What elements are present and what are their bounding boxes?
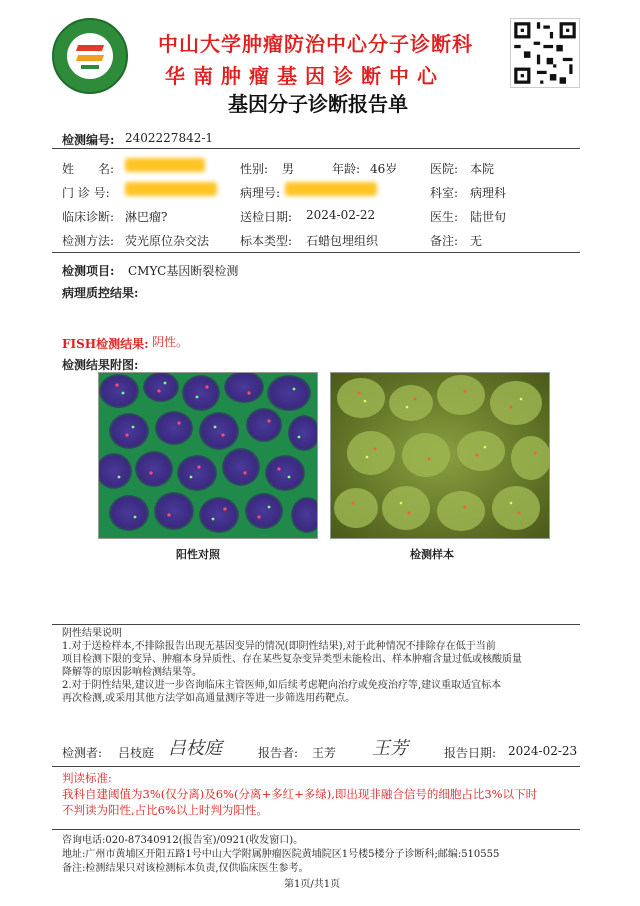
sample-type-label: 标本类型: [240,234,293,248]
name-redaction [125,158,205,172]
dept-label: 科室: [430,186,459,200]
report-date-value: 2024-02-23 [508,744,578,758]
notes-line: 1.对于送检样本,不排除报告出现无基因变异的情况(即阴性结果),对于此种情况不排除存在低于当前 [62,641,496,652]
doctor-label: 医生: [430,210,459,224]
clinic-no-label: 门 诊 号: [62,186,110,200]
doctor-value: 陆世旬 [470,210,507,224]
test-item-value: CMYC基因断裂检测 [128,264,239,278]
positive-control-image [98,372,318,539]
name-label: 姓 名: [62,162,115,176]
hospital-label: 医院: [430,162,459,176]
divider [52,829,580,830]
gender-label: 性别: [240,162,269,176]
test-sample-caption: 检测样本 [410,548,454,561]
sample-type-value: 石蜡包埋组织 [306,234,379,248]
diagnosis-label: 临床诊断: [62,210,115,224]
positive-control-caption: 阳性对照 [176,548,220,561]
fish-result-value: 阴性。 [152,335,189,349]
fish-result-label: FISH检测结果: [62,337,149,351]
remark-label: 备注: [430,234,459,248]
center-name: 华南肿瘤基因诊断中心 [165,64,445,88]
send-date-value: 2024-02-22 [306,208,376,222]
notes-line: 项目检测下限的变异、肿瘤本身异质性、存在某些复杂变异类型未能检出、样本肿瘤含量过低或核酸质量 [62,654,522,665]
notes-title: 阴性结果说明 [62,628,122,639]
hospital-name: 中山大学肿瘤防治中心分子诊断科 [158,32,473,56]
test-sample-image [330,372,550,539]
diagnosis-value: 淋巴瘤? [125,210,168,224]
criteria-line: 不判读为阳性,占比6%以上时判为阳性。 [62,803,268,817]
divider [52,766,580,767]
page-number: 第1页/共1页 [284,879,341,890]
clinic-no-redaction [125,182,217,196]
divider [52,148,580,149]
tester-name: 吕枝庭 [118,746,155,760]
method-value: 荧光原位杂交法 [125,234,210,248]
age-label: 年龄: [332,162,361,176]
notes-line: 降解等的原因影响检测结果等。 [62,667,202,678]
hospital-value: 本院 [470,162,495,176]
criteria-line: 我科自建阈值为3%(仅分离)及6%(分离+多红+多绿),即出现非融合信号的细胞占比3%以下时 [62,787,538,801]
test-item-label: 检测项目: [62,264,115,278]
remark-value: 无 [470,234,483,248]
report-title: 基因分子诊断报告单 [228,92,408,116]
hospital-logo-icon [52,18,128,94]
pathology-no-redaction [285,182,377,196]
divider [52,252,580,253]
notes-line: 再次检测,或采用其他方法学如高通量测序等进一步筛选用药靶点。 [62,693,356,704]
report-date-label: 报告日期: [444,746,497,760]
criteria-title: 判读标准: [62,771,112,785]
reporter-signature: 王芳 [372,738,408,759]
qc-result-label: 病理质控结果: [62,286,139,300]
qr-code-icon[interactable] [510,18,580,88]
tester-label: 检测者: [62,746,103,760]
divider [52,624,580,625]
contact-address: 地址:广州市黄埔区开阳五路1号中山大学附属肿瘤医院黄埔院区1号楼5楼分子诊断科;邮编:510555 [62,849,500,860]
method-label: 检测方法: [62,234,115,248]
contact-phone: 咨询电话:020-87340912(报告室)/0921(收发窗口)。 [62,835,304,846]
notes-line: 2.对于阴性结果,建议进一步咨询临床主管医师,如后续考虑靶向治疗或免疫治疗等,建议重取适宜标本 [62,680,502,691]
pathology-no-label: 病理号: [240,186,281,200]
reporter-name: 王芳 [312,746,337,760]
age-value: 46岁 [370,162,398,176]
test-number-label: 检测编号: [62,133,115,147]
test-number: 2402227842-1 [125,131,214,145]
figure-label: 检测结果附图: [62,358,139,372]
send-date-label: 送检日期: [240,210,293,224]
gender-value: 男 [282,162,295,176]
tester-signature: 吕枝庭 [168,738,222,759]
reporter-label: 报告者: [258,746,299,760]
dept-value: 病理科 [470,186,507,200]
disclaimer: 备注:检测结果只对该检测标本负责,仅供临床医生参考。 [62,863,309,874]
